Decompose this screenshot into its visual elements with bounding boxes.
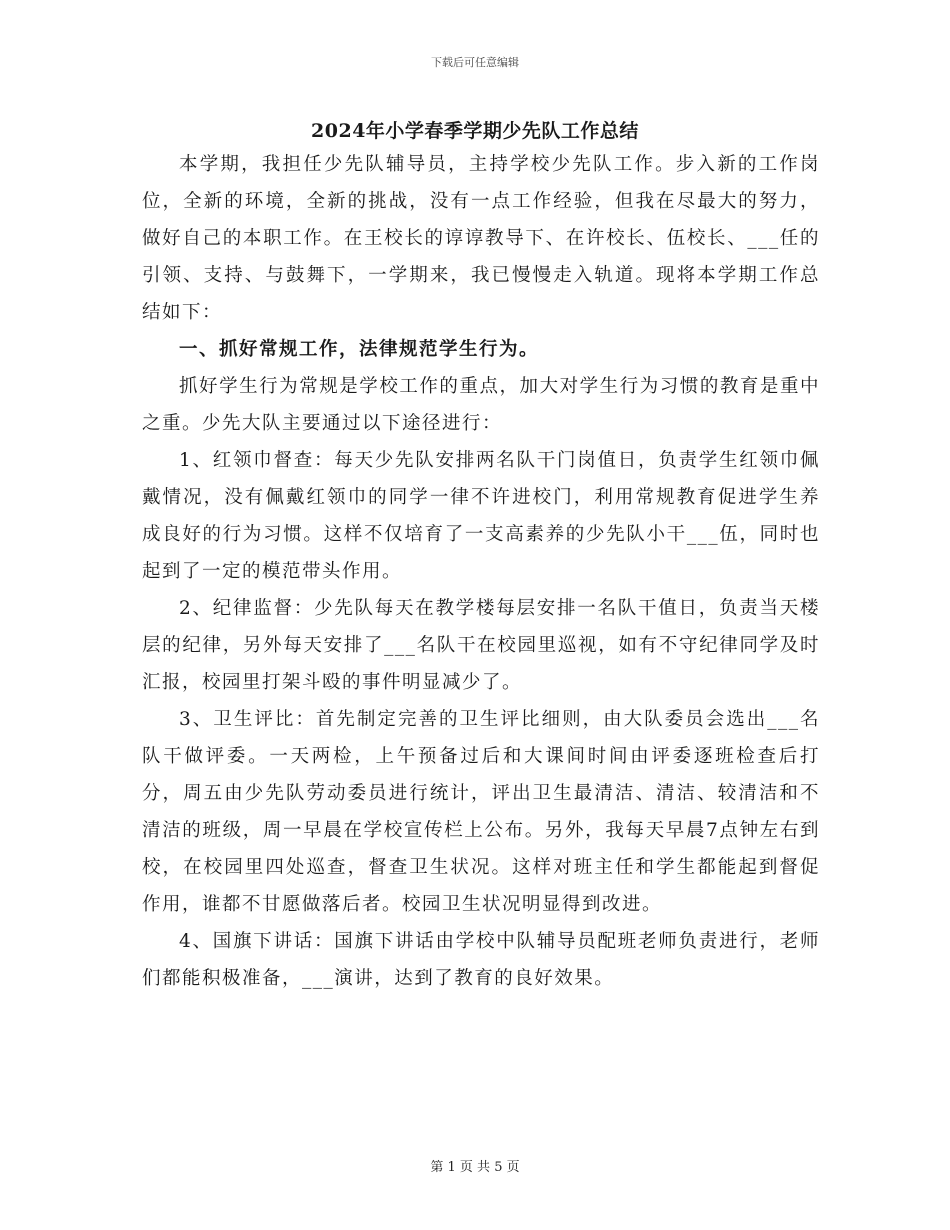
page-number: 第 1 页 共 5 页 <box>430 1160 520 1175</box>
paragraph-item-3: 3、卫生评比：首先制定完善的卫生评比细则，由大队委员会选出___名队干做评委。一天两检，上午预备过后和大课间时间由评委逐班检查后打分，周五由少先队劳动委员进行统计，评出卫生最清洁、清洁、较清洁和不清洁的班级，周一早晨在学校宣传栏上公布。另外，我每天早晨7点钟左右到校，在校园里四处巡查，督查卫生状况。这样对班主任和学生都能起到督促作用，谁都不甘愿做落后者。校园卫生状况明显得到改进。 <box>142 709 820 915</box>
header-note: 下载后可任意编辑 <box>431 56 519 69</box>
document-title: 2024年小学春季学期少先队工作总结 <box>311 120 639 142</box>
section-heading: 一、抓好常规工作，法律规范学生行为。 <box>179 339 540 360</box>
paragraph-item-2: 2、纪律监督：少先队每天在教学楼每层安排一名队干值日，负责当天楼层的纪律，另外每天安排了___名队干在校园里巡视，如有不守纪律同学及时汇报，校园里打架斗殴的事件明显减少了。 <box>142 598 820 693</box>
document-body <box>142 146 820 997</box>
paragraph-overview: 抓好学生行为常规是学校工作的重点，加大对学生行为习惯的教育是重中之重。少先大队主要通过以下途径进行： <box>142 376 820 434</box>
paragraph-item-4: 4、国旗下讲话：国旗下讲话由学校中队辅导员配班老师负责进行，老师们都能积极准备，___演讲，达到了教育的良好效果。 <box>142 931 820 989</box>
paragraph-item-1: 1、红领巾督查：每天少先队安排两名队干门岗值日，负责学生红领巾佩戴情况，没有佩戴红领巾的同学一律不许进校门，利用常规教育促进学生养成良好的行为习惯。这样不仅培育了一支高素养的少先队小干___伍，同时也起到了一定的模范带头作用。 <box>142 450 820 582</box>
paragraph-intro: 本学期，我担任少先队辅导员，主持学校少先队工作。步入新的工作岗位，全新的环境，全新的挑战，没有一点工作经验，但我在尽最大的努力，做好自己的本职工作。在王校长的谆谆教导下、在许校长、伍校长、___任的引领、支持、与鼓舞下，一学期来，我已慢慢走入轨道。现将本学期工作总结如下： <box>142 154 820 323</box>
